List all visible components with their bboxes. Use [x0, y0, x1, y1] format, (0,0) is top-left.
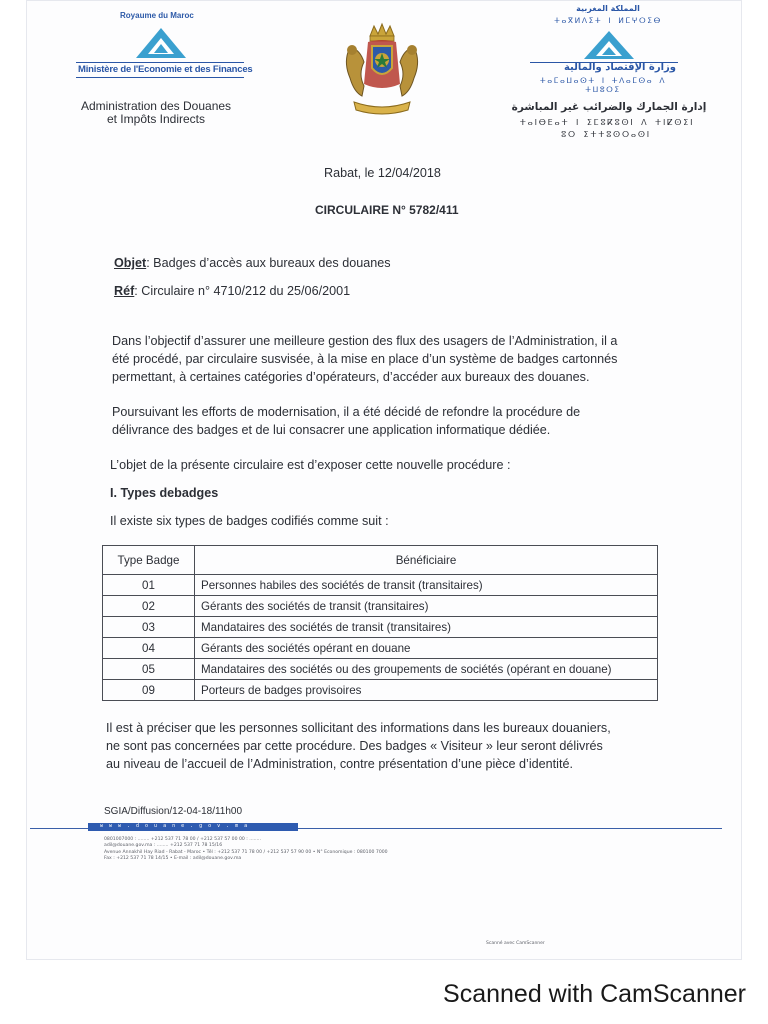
ministry-logo-left-icon [134, 26, 188, 60]
footer-web-band [88, 823, 298, 831]
table-cell-beneficiaire: Gérants des sociétés de transit (transitaires) [195, 596, 658, 617]
table-row [103, 680, 658, 701]
ref-label: Réf [114, 284, 135, 298]
paragraph-3: L’objet de la présente circulaire est d’exposer cette nouvelle procédure : [110, 458, 511, 472]
ministry-fr-label: Ministère de l'Economie et des Finances [78, 64, 253, 75]
ministry-tifinagh-label: ⵜⴰⵎⴰⵡⴰⵙⵜ ⵏ ⵜⴷⴰⵎⵙⴰ ⴷ ⵜⵡⵓⵔⵉ [539, 76, 667, 94]
kingdom-tifinagh-label: ⵜⴰⴳⵍⴷⵉⵜ ⵏ ⵍⵎⵖⵔⵉⴱ [554, 16, 662, 25]
table-header-row [103, 546, 658, 575]
paragraph-5-line-2: ne sont pas concernées par cette procédure. Des badges « Visiteur » leur seront délivrés [106, 739, 603, 753]
table-row [103, 596, 658, 617]
royal-coat-of-arms-icon [334, 22, 430, 116]
table-cell-code: 01 [103, 575, 195, 596]
administration-fr [66, 100, 246, 126]
logo-rule-left-bottom [76, 77, 244, 78]
ministry-logo-right-icon [582, 29, 636, 61]
ref-line [114, 282, 350, 300]
badge-types-table [102, 545, 658, 701]
paragraph-1-line-1: Dans l’objectif d’assurer une meilleure gestion des flux des usagers de l’Administration, il a [112, 334, 618, 348]
circular-title: CIRCULAIRE N° 5782/411 [315, 203, 459, 217]
table-cell-beneficiaire: Mandataires des sociétés de transit (transitaires) [195, 617, 658, 638]
paragraph-1-line-3: permettant, à certaines catégories d’opérateurs, d’accéder aux bureaux des douanes. [112, 370, 590, 384]
paragraph-5 [106, 719, 716, 773]
table-row [103, 638, 658, 659]
paragraph-2-line-1: Poursuivant les efforts de modernisation, il a été décidé de refondre la procédure de [112, 405, 581, 419]
section-heading-types: I. Types debadges [110, 486, 219, 500]
ministry-ar-label: وزارة الإقتصاد والمالية [563, 62, 676, 73]
paragraph-2-line-2: délivrance des badges et de lui consacrer une application informatique dédiée. [112, 423, 551, 437]
footer-line-4: Fax : +212 537 71 78 14/15 • E-mail : adil@douane.gov.ma [104, 856, 242, 861]
table-cell-beneficiaire: Porteurs de badges provisoires [195, 680, 658, 701]
table-cell-beneficiaire: Mandataires des sociétés ou des groupements de sociétés (opérant en douane) [195, 659, 658, 680]
administration-ar-label: إدارة الجمارك والضرائب غير المباشرة [511, 101, 707, 113]
paragraph-5-line-1: Il est à préciser que les personnes sollicitant des informations dans les bureaux douaniers, [106, 721, 611, 735]
table-cell-code: 04 [103, 638, 195, 659]
objet-label: Objet [114, 256, 147, 270]
table-cell-beneficiaire: Personnes habiles des sociétés de transit (transitaires) [195, 575, 658, 596]
paragraph-2 [112, 403, 712, 439]
table-row [103, 659, 658, 680]
administration-tifinagh-line1: ⵜⴰⵏⴱⴹⴰⵜ ⵏ ⵉⵎⵓⴽⵓⵙⵏ ⴷ ⵜⵏⵇⵙⵉⵏ [519, 118, 695, 127]
ref-text: : Circulaire n° 4710/212 du 25/06/2001 [134, 284, 351, 298]
administration-fr-line1: Administration des Douanes [80, 99, 232, 113]
footer-web: www.douane.gov.ma [100, 823, 254, 829]
diffusion-reference: SGIA/Diffusion/12-04-18/11h00 [104, 806, 243, 817]
footer-line-2: adil@douane.gov.ma : ........ +212 537 71 78 15/16 [104, 843, 223, 848]
table-cell-beneficiaire: Gérants des sociétés opérant en douane [195, 638, 658, 659]
scan-note: Scanné avec CamScanner [486, 941, 545, 946]
paragraph-1 [112, 332, 712, 386]
footer-line-3: Avenue Annakhil Hay Riad - Rabat - Maroc • Tél : +212 537 71 78 00 / +212 537 57 90 00 • N° Economique : 080100 7000 [104, 850, 388, 855]
paragraph-5-line-3: au niveau de l’accueil de l’Administration, contre présentation d’une pièce d’identité. [106, 757, 573, 771]
objet-line [114, 254, 391, 272]
document-page [26, 0, 742, 960]
table-cell-code: 02 [103, 596, 195, 617]
administration-tifinagh-line2: ⵓⵔ ⵉⵜⵜⵓⵙⵔⴰⵙⵏ [561, 130, 651, 139]
administration-fr-line2: et Impôts Indirects [106, 112, 206, 126]
table-row [103, 575, 658, 596]
logo-rule-left [76, 62, 244, 63]
camscanner-watermark: Scanned with CamScanner [443, 980, 746, 1008]
objet-text: : Badges d’accès aux bureaux des douanes [146, 256, 391, 270]
table-row [103, 617, 658, 638]
footer-line-1: 0801007000 : ........ +212 537 71 78 00 / +212 537 57 00 00 : ........ [104, 837, 261, 842]
paragraph-4: Il existe six types de badges codifiés comme suit : [110, 514, 389, 528]
kingdom-fr-label: Royaume du Maroc [120, 11, 194, 20]
place-date: Rabat, le 12/04/2018 [324, 166, 441, 180]
paragraph-1-line-2: été procédé, par circulaire susvisée, à la mise en place d’un système de badges cartonnés [112, 352, 618, 366]
table-cell-code: 05 [103, 659, 195, 680]
table-cell-code: 09 [103, 680, 195, 701]
table-header-beneficiaire: Bénéficiaire [195, 546, 658, 575]
table-header-type: Type Badge [103, 546, 195, 575]
kingdom-ar-label: المملكة المغربية [576, 4, 640, 13]
table-cell-code: 03 [103, 617, 195, 638]
